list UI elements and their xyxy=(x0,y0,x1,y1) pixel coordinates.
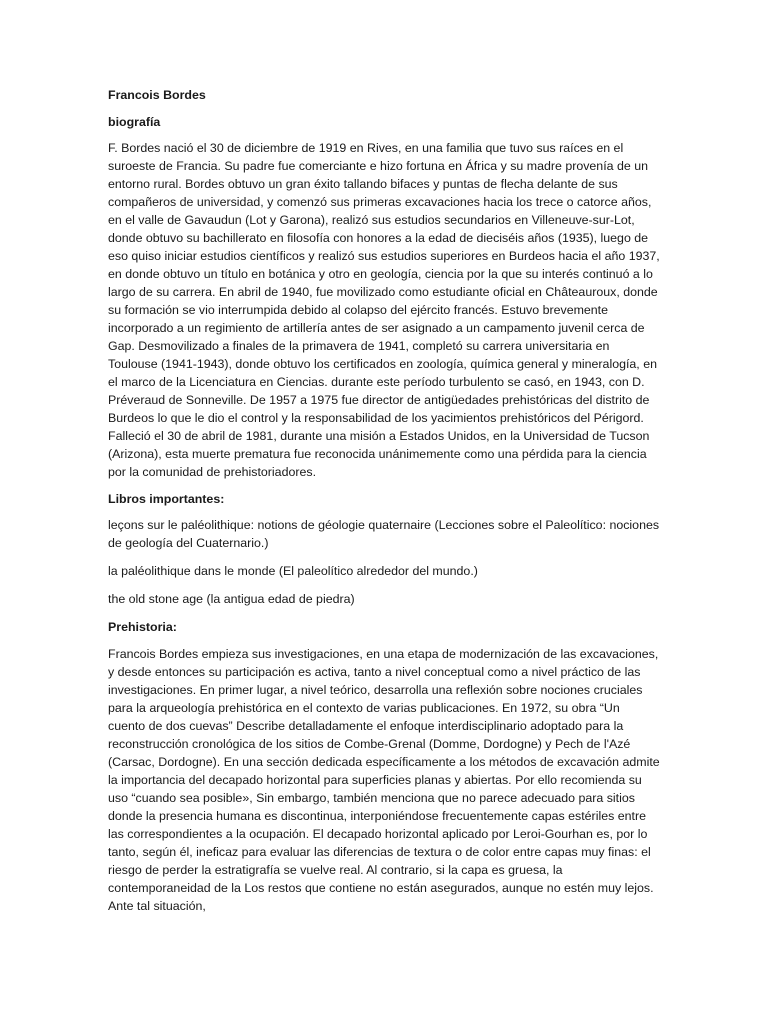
book-item: la paléolithique dans le monde (El paleolítico alrededor del mundo.) xyxy=(108,564,478,578)
document-page xyxy=(108,86,660,923)
page-title: Francois Bordes xyxy=(108,88,206,102)
book-item: the old stone age (la antigua edad de piedra) xyxy=(108,592,355,606)
biography-paragraph: F. Bordes nació el 30 de diciembre de 1919 en Rives, en una familia que tuvo sus raíces en el suroeste de Francia. Su padre fue comerciante e hizo fortuna en África y su madre provenía de un entorno rural. Bordes obtuvo un gran éxito tallando bifaces y puntas de flecha delante de sus compañeros de universidad, y comenzó sus primeras excavaciones hacia los trece o catorce años, en el valle de Gavaudun (Lot y Garona), realizó sus estudios secundarios en Villeneuve-sur-Lot, donde obtuvo su bachillerato en filosofía con honores a la edad de dieciséis años (1935), luego de eso quiso iniciar estudios científicos y realizó sus estudios superiores en Burdeos hacia el año 1937, en donde obtuvo un título en botánica y otro en geología, ciencia por la que su interés continuó a lo largo de su carrera. En abril de 1940, fue movilizado como estudiante oficial en Châteauroux, donde su formación se vio interrumpida debido al colapso del ejército francés. Estuvo brevemente incorporado a un regimiento de artillería antes de ser asignado a un campamento juvenil cerca de Gap. Desmovilizado a finales de la primavera de 1941, completó su carrera universitaria en Toulouse (1941-1943), donde obtuvo los certificados en zoología, química general y mineralogía, en el marco de la Licenciatura en Ciencias. durante este período turbulento se casó, en 1943, con D. Préveraud de Sonneville. De 1957 a 1975 fue director de antigüedades prehistóricas del distrito de Burdeos lo que le dio el control y la responsabilidad de los yacimientos prehistóricos del Périgord. Falleció el 30 de abril de 1981, durante una misión a Estados Unidos, en la Universidad de Tucson (Arizona), esta muerte prematura fue reconocida unánimemente como una pérdida para la ciencia por la comunidad de prehistoriadores. xyxy=(108,141,660,479)
section-heading-prehistory: Prehistoria: xyxy=(108,620,177,634)
section-heading-books: Libros importantes: xyxy=(108,491,225,506)
prehistory-paragraph: Francois Bordes empieza sus investigaciones, en una etapa de modernización de las excavaciones, y desde entonces su participación es activa, tanto a nivel conceptual como a nivel práctico de las investigaciones. En primer lugar, a nivel teórico, desarrolla una reflexión sobre nociones cruciales para la arqueología prehistórica en el contexto de varias publicaciones. En 1972, su obra “Un cuento de dos cuevas” Describe detalladamente el enfoque interdisciplinario adoptado para la reconstrucción cronológica de los sitios de Combe-Grenal (Domme, Dordogne) y Pech de l'Azé (Carsac, Dordogne). En una sección dedicada específicamente a los métodos de excavación admite la importancia del decapado horizontal para superficies planas y abiertas. Por ello recomienda su uso “cuando sea posible», Sin embargo, también menciona que no parece adecuado para sitios donde la presencia humana es discontinua, interponiéndose frecuentemente capas estériles entre las correspondientes a la ocupación. El decapado horizontal aplicado por Leroi-Gourhan es, por lo tanto, según él, ineficaz para evaluar las diferencias de textura o de color entre capas muy finas: el riesgo de perder la estratigrafía se vuelve real. Al contrario, si la capa es gruesa, la contemporaneidad de la Los restos que contiene no están asegurados, aunque no estén muy lejos. Ante tal situación, xyxy=(108,646,660,913)
section-heading-biography: biografía xyxy=(108,114,161,129)
book-item: leçons sur le paléolithique: notions de géologie quaternaire (Lecciones sobre el Paleolítico: nociones de geología del Cuaternario.) xyxy=(108,518,660,550)
